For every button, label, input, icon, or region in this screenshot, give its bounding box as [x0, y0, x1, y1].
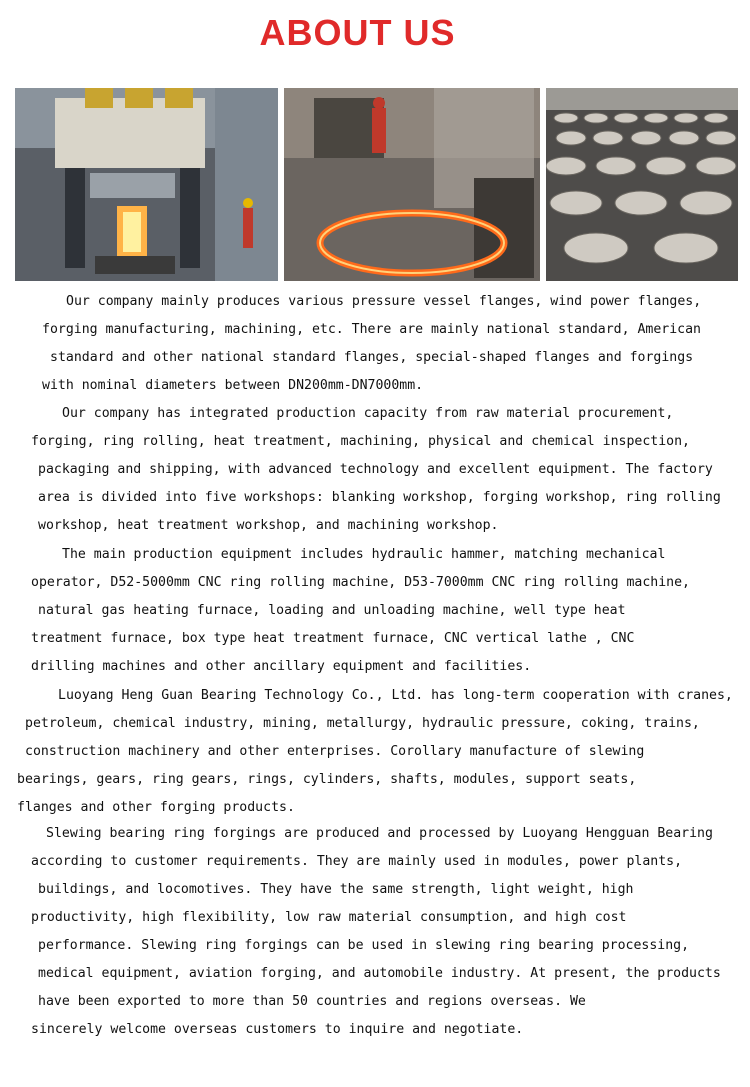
p4-line-5: flanges and other forging products. [17, 800, 295, 815]
p3-line-5: drilling machines and other ancillary equipment and facilities. [31, 659, 532, 674]
p4-line-2: petroleum, chemical industry, mining, metallurgy, hydraulic pressure, coking, trains, [25, 716, 700, 731]
p5-line-7: have been exported to more than 50 countries and regions overseas. We [38, 994, 586, 1009]
p2-line-2: forging, ring rolling, heat treatment, machining, physical and chemical inspection, [31, 434, 690, 449]
p5-line-6: medical equipment, aviation forging, and automobile industry. At present, the products [38, 966, 721, 981]
p1-line-3: standard and other national standard flanges, special-shaped flanges and forgings [50, 350, 694, 365]
p4-line-1: Luoyang Heng Guan Bearing Technology Co., Ltd. has long-term cooperation with cranes, [58, 688, 733, 703]
forging-press-photo [15, 88, 278, 281]
p4-line-4: bearings, gears, ring gears, rings, cylinders, shafts, modules, support seats, [17, 772, 637, 787]
p2-line-1: Our company has integrated production capacity from raw material procurement, [62, 406, 674, 421]
p5-line-8: sincerely welcome overseas customers to inquire and negotiate. [31, 1022, 524, 1037]
p4-line-3: construction machinery and other enterprises. Corollary manufacture of slewing [25, 744, 645, 759]
p2-line-4: area is divided into five workshops: blanking workshop, forging workshop, ring rolling [38, 490, 721, 505]
steel-billets-photo [546, 88, 738, 281]
p1-line-2: forging manufacturing, machining, etc. There are mainly national standard, American [42, 322, 701, 337]
page-title: ABOUT US [259, 12, 456, 53]
p5-line-4: productivity, high flexibility, low raw material consumption, and high cost [31, 910, 627, 925]
p5-line-1: Slewing bearing ring forgings are produced and processed by Luoyang Hengguan Bearing [46, 826, 713, 841]
ring-rolling-photo [284, 88, 540, 281]
p1-line-4: with nominal diameters between DN200mm-DN7000mm. [42, 378, 424, 393]
p3-line-2: operator, D52-5000mm CNC ring rolling machine, D53-7000mm CNC ring rolling machine, [31, 575, 690, 590]
p5-line-5: performance. Slewing ring forgings can be used in slewing ring bearing processing, [38, 938, 690, 953]
p3-line-4: treatment furnace, box type heat treatment furnace, CNC vertical lathe , CNC [31, 631, 635, 646]
p1-line-1: Our company mainly produces various pressure vessel flanges, wind power flanges, [66, 294, 702, 309]
p2-line-5: workshop, heat treatment workshop, and machining workshop. [38, 518, 499, 533]
p3-line-3: natural gas heating furnace, loading and unloading machine, well type heat [38, 603, 626, 618]
p3-line-1: The main production equipment includes hydraulic hammer, matching mechanical [62, 547, 666, 562]
p2-line-3: packaging and shipping, with advanced technology and excellent equipment. The factory [38, 462, 713, 477]
p5-line-3: buildings, and locomotives. They have the same strength, light weight, high [38, 882, 634, 897]
p5-line-2: according to customer requirements. They are mainly used in modules, power plants, [31, 854, 683, 869]
